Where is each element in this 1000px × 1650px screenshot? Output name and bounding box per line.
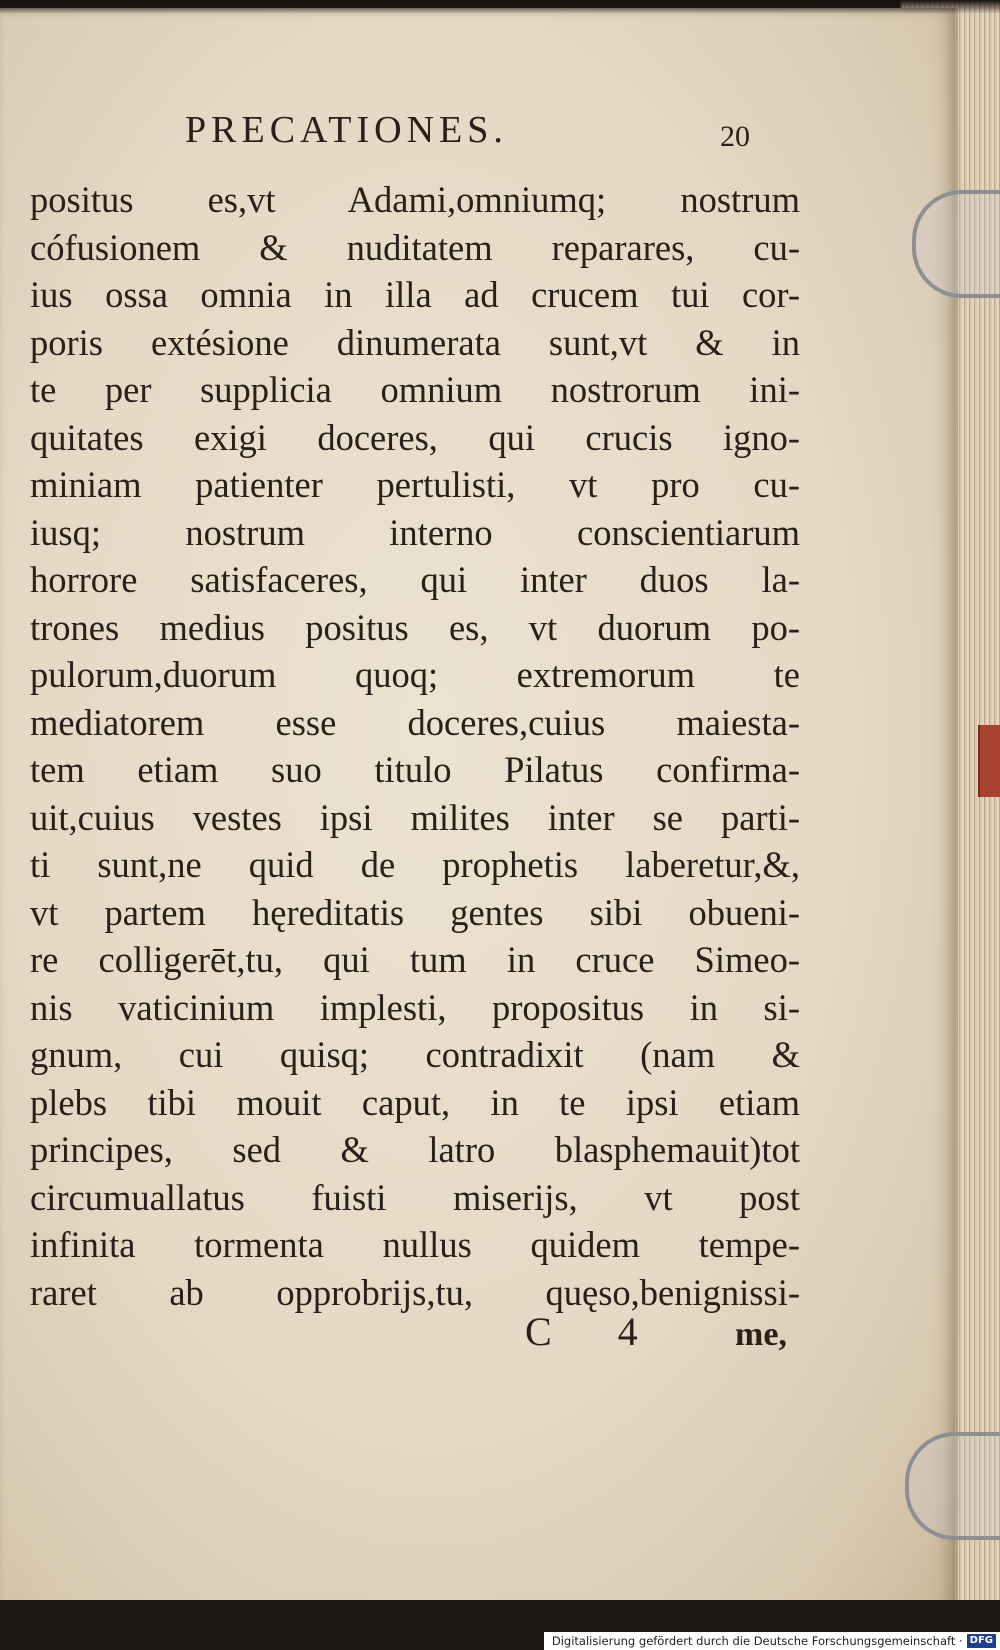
- book-page: [0, 8, 958, 1608]
- catchword: me,: [735, 1316, 787, 1353]
- page-text: [0, 8, 955, 1608]
- text-line: re colligerēt,tu, qui tum in cruce Simeo-: [30, 939, 800, 980]
- signature-mark: C 4: [525, 1309, 666, 1354]
- page-number: 20: [720, 120, 750, 153]
- text-line: tem etiam suo titulo Pilatus confirma-: [30, 749, 800, 790]
- text-line: pulorum,duorum quoq; extremorum te: [30, 654, 800, 695]
- digitization-credit-bar: [544, 1632, 1000, 1650]
- running-head: PRECATIONES.: [185, 109, 508, 151]
- lower-page-clip: [905, 1432, 1000, 1540]
- red-bookmark-tab: [978, 725, 1000, 797]
- dfg-logo: DFG: [967, 1634, 996, 1648]
- text-line: positus es,vt Adami,omniumq; nostrum: [30, 179, 800, 220]
- text-line: principes, sed & latro blasphemauit)tot: [30, 1129, 800, 1170]
- body-text: [30, 176, 800, 1316]
- text-line: nis vaticinium implesti, propositus in si-: [30, 986, 800, 1028]
- text-line: cófusionem & nuditatem reparares, cu-: [30, 226, 800, 268]
- text-line: plebs tibi mouit caput, in te ipsi etiam: [30, 1081, 800, 1123]
- text-line: circumuallatus fuisti miserijs, vt post: [30, 1176, 800, 1218]
- text-line: raret ab opprobrijs,tu, quęso,benignissi-: [30, 1271, 800, 1313]
- text-line: gnum, cui quisq; contradixit (nam &: [30, 1034, 800, 1075]
- text-line: iusq; nostrum interno conscientiarum: [30, 511, 800, 553]
- upper-page-clip: [912, 190, 1000, 298]
- text-line: uit,cuius vestes ipsi milites inter se parti-: [30, 796, 800, 838]
- text-line: miniam patienter pertulisti, vt pro cu-: [30, 464, 800, 505]
- text-line: te per supplicia omnium nostrorum ini-: [30, 369, 800, 410]
- text-line: horrore satisfaceres, qui inter duos la-: [30, 559, 800, 600]
- digitization-credit-text: Digitalisierung gefördert durch die Deutsche Forschungsgemeinschaft ·: [551, 1634, 963, 1648]
- text-line: quitates exigi doceres, qui crucis igno-: [30, 416, 800, 458]
- text-line: infinita tormenta nullus quidem tempe-: [30, 1224, 800, 1265]
- text-line: trones medius positus es, vt duorum po-: [30, 606, 800, 648]
- text-line: ius ossa omnia in illa ad crucem tui cor-: [30, 274, 800, 315]
- text-line: poris extésione dinumerata sunt,vt & in: [30, 321, 800, 363]
- text-line: ti sunt,ne quid de prophetis laberetur,&,: [30, 844, 800, 885]
- text-line: mediatorem esse doceres,cuius maiesta-: [30, 701, 800, 743]
- top-edge-shadow: [0, 0, 1000, 14]
- text-line: vt partem hęreditatis gentes sibi obueni-: [30, 891, 800, 933]
